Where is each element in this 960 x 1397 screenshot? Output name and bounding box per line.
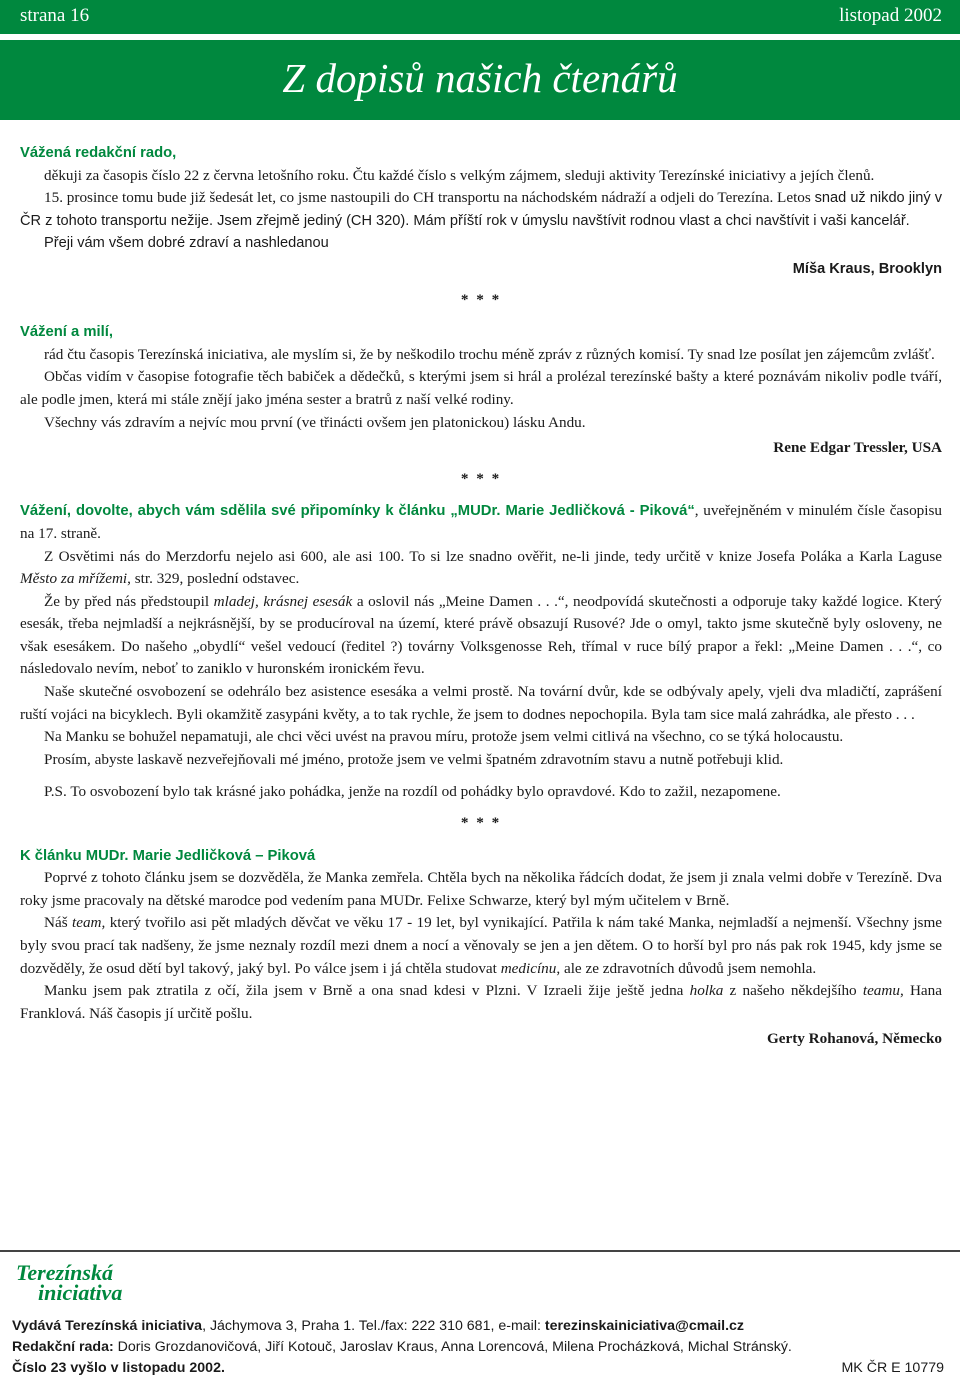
letter4-heading: K článku MUDr. Marie Jedličková – Piková — [20, 847, 316, 864]
letter3-heading — [20, 500, 942, 545]
footer — [0, 1250, 960, 1397]
letter3-paragraph — [20, 546, 942, 591]
letter4-paragraph: Poprvé z tohoto článku jsem se dozvěděla, že Manka zemřela. Chtěla bych na několika řádcích dodat, že jsem ji znala velmi dobře v Terezíně. Dva roky jsme pracovaly na dětské marodce pod vedením pana MUDr. Felixe Schwarze, který byl mým učitelem v Brně. — [20, 869, 942, 909]
publisher-text: , Jáchymova 3, Praha 1. Tel./fax: 222 310 681, e-mail: — [202, 1318, 545, 1334]
letter2-signature: Rene Edgar Tressler, USA — [773, 439, 942, 457]
registration-number: MK ČR E 10779 — [841, 1360, 944, 1376]
italic-word: team, — [72, 914, 106, 932]
letter4-signature: Gerty Rohanová, Německo — [766, 1030, 942, 1048]
letter3-paragraph: Prosím, abyste laskavě nezveřejňovali mé jméno, protože jsem ve velmi špatném zdravotním stavu a nutně potřebuji klid. — [44, 750, 784, 768]
publisher-line — [12, 1318, 744, 1334]
text-span: , str. 329, poslední odstavec. — [127, 570, 300, 588]
letter4-paragraph — [20, 980, 942, 1025]
email-link[interactable]: terezinskainiciativa@cmail.cz — [544, 1318, 745, 1334]
letter3-paragraph: Naše skutečné osvobození se odehrálo bez asistence esesáka a velmi prostě. Na tovární dvůr, kde se odbývaly apely, vjeli dva mladičtí, zaprášení ruští vojáci na bicyklech. Byli okamžitě zasypáni květy, a to tak rychle, že jsem to dodnes nepochopila. Byla tam sice malá zahrádka, ale přesto . . . — [20, 683, 942, 723]
letters-column — [20, 142, 942, 1051]
editorial-board-line — [12, 1339, 792, 1355]
issue-line — [12, 1360, 225, 1376]
terezinska-iniciativa-logo — [16, 1262, 166, 1306]
issue-date: listopad 2002 — [839, 5, 942, 26]
letter3-paragraph — [20, 591, 942, 681]
italic-word: teamu — [862, 982, 900, 1000]
italic-word: medicínu — [500, 959, 557, 977]
letter1-paragraph: děkuji za časopis číslo 22 z června letošního roku. Čtu každé číslo s velkým zájmem, sleduji aktivity Terezínské iniciativy a jejích členů. — [44, 166, 875, 184]
letter2-paragraph: rád čtu časopis Terezínská iniciativa, ale myslím si, že by neškodilo trochu méně zpráv z různých komisí. Ty snad lze posílat jen zájemcům zvlášť. — [44, 345, 935, 363]
text-span: a oslovil nás „Meine Damen . . .“, neodpovídá skutečnosti a odporuje taky každé logice. Který esesák, třeba nejmladší a nejkrásnější, by se producíroval na území, které právě obsazují Rusové? Jde o omyl, takto jsme skutečně byly osloveny, ne však esesákem. Do našeho „obydlí“ vešel vedoucí (ředitel ?) továrny Volksgenosse Reh, třímal v ruce bílý prapor a řekl: „Meine Damen . . .“, co následovalo nevím, neboť to zaniklo v huronském ironickém řevu. — [20, 592, 942, 678]
title-banner — [0, 40, 960, 120]
quote-italic: mladej, krásnej esesák — [213, 592, 353, 610]
board-label: Redakční rada: — [12, 1339, 114, 1355]
letter1-paragraph — [20, 187, 942, 232]
text-span: 15. prosince tomu bude již šedesát let, co jsme nastoupili do CH transportu na náchodském nádraží a odjeli do Terezína. Letos — [44, 189, 815, 207]
page-title: Z dopisů našich čtenářů — [282, 55, 678, 101]
letter2-paragraph: Všechny vás zdravím a nejvíc mou první (ve třinácti ovšem jen platonickou) lásku Andu. — [44, 413, 586, 431]
logo-word-1: Terezínská — [16, 1260, 113, 1285]
text-span: , uveřejněném v minulém čísle časopisu na 17. straně. — [20, 502, 942, 542]
text-span: který tvořilo asi pět mladých děvčat ve věku 17 - 19 let, byl vynikající. Patřila k nám také Manka, nejmladší a nejmenší. Všechny jsme byly svou prací tak nadšeny, že jsme neznaly rozdíl mezi dnem a nocí a věnovaly se jen a jen dětem. O to horší byl pro nás pak rok 1945, kdy jsme se dozvěděly, že osud dětí byl takový, jaký byl. Po válce jsem i já chtěla studovat — [20, 914, 943, 977]
page-header — [0, 0, 960, 34]
text-span: snad už nikdo jiný v ČR z tohoto transportu nežije. Jsem zřejmě jediný (CH 320). Mám příští rok v úmyslu navštívit rodnou vlast a chci navštívit i vaši kancelář. — [20, 190, 942, 229]
board-members: Doris Grozdanovičová, Jiří Kotouč, Jaroslav Kraus, Anna Lorencová, Milena Procházková, Michal Stránský. — [113, 1339, 792, 1355]
page-number: strana 16 — [20, 5, 90, 26]
text-span: Manku jsem pak ztratila z očí, žila jsem v Brně a ona snad kdesi v Plzni. V Izraeli žije ještě jedna — [44, 982, 690, 1000]
text-span: Z Osvětimi nás do Merzdorfu nejelo asi 600, ale asi 100. To si lze snadno ověřit, ne-li jinde, tedy určitě v knize Josefa Poláka a Karla Laguse — [44, 547, 942, 565]
letter3-paragraph: Na Manku se bohužel nepamatuji, ale chci věci uvést na pravou míru, protože jsem velmi citlivá na všechno, co se týká holocaustu. — [44, 728, 844, 746]
letter1-paragraph: Přeji vám všem dobré zdraví a nashledanou — [44, 235, 329, 252]
letter1-signature: Míša Kraus, Brooklyn — [792, 260, 942, 277]
separator: * * * — [460, 814, 502, 832]
italic-word: holka — [689, 982, 724, 1000]
letter3-heading-bold: Vážení, dovolte, abych vám sdělila své připomínky k článku „MUDr. Marie Jedličková - Piková“ — [20, 503, 695, 520]
letter2-salutation: Vážení a milí, — [20, 324, 113, 341]
letter3-postscript: P.S. To osvobození bylo tak krásné jako pohádka, jenže na rozdíl od pohádky bylo opravdové. Kdo to zažil, nezapomene. — [44, 783, 781, 801]
publisher-label: Vydává Terezínská iniciativa — [12, 1318, 203, 1334]
text-span: Náš — [44, 914, 72, 932]
book-title: Město za mřížemi — [20, 570, 128, 588]
letter1-salutation: Vážená redakční rado, — [20, 145, 177, 161]
issue-info: Číslo 23 vyšlo v listopadu 2002. — [12, 1360, 225, 1376]
letter4-paragraph — [20, 912, 942, 980]
letter2-paragraph: Občas vidím v časopise fotografie těch babiček a dědečků, s kterými jsem si hrál a prolézal terezínské bašty a které poznávám nikoliv podle tváří, ale podle jmen, která mi stále znějí jako jména sester a bratrů z naší velké rodiny. — [20, 368, 942, 408]
text-span: , ale ze zdravotních důvodů jsem nemohla. — [556, 959, 817, 977]
separator: * * * — [460, 290, 502, 308]
text-span: Že by před nás předstoupil — [44, 592, 214, 610]
logo-word-2: iniciativa — [38, 1280, 123, 1305]
separator: * * * — [460, 469, 502, 487]
text-span: z našeho někdejšího — [723, 982, 863, 1000]
text-span: , Hana Franklová. Náš časopis jí určitě pošlu. — [20, 982, 942, 1022]
